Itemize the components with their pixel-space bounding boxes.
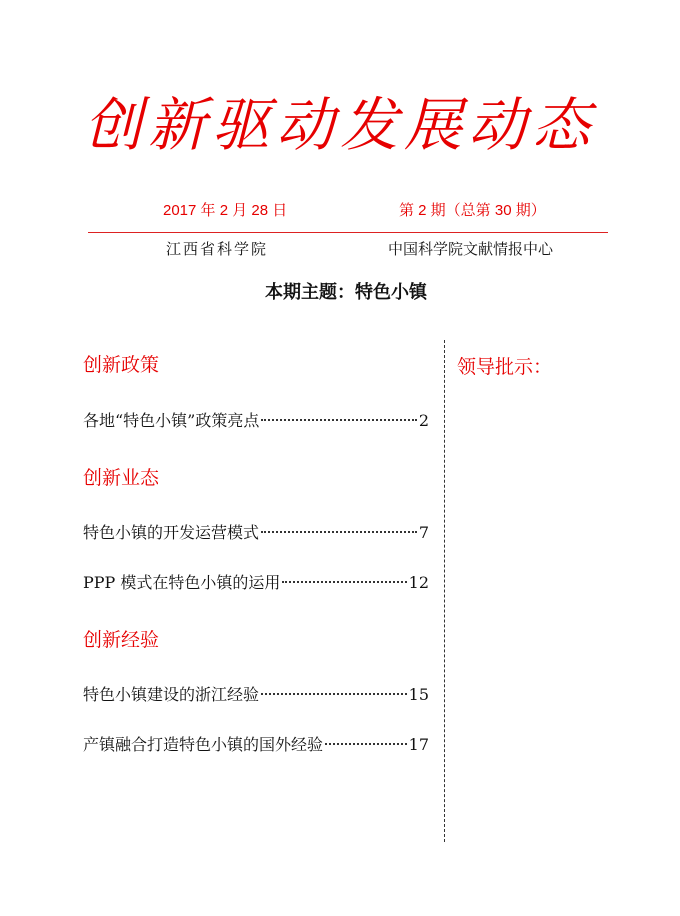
toc-leader-dots xyxy=(261,693,407,695)
toc-item[interactable] xyxy=(83,409,429,433)
toc-leader-dots xyxy=(282,581,406,583)
leader-instructions-label: 领导批示： xyxy=(457,356,553,378)
issue-theme: 本期主题：特色小镇 xyxy=(265,282,427,303)
toc-item-title: 产镇融合打造特色小镇的国外经验 xyxy=(83,735,324,754)
issue-number: 第 2 期（总第 30 期） xyxy=(399,202,546,219)
header-rule xyxy=(88,232,608,233)
issue-date: 2017 年 2 月 28 日 xyxy=(163,202,288,219)
toc-item[interactable] xyxy=(83,733,429,757)
toc-item[interactable] xyxy=(83,521,429,545)
toc-item-title: 特色小镇建设的浙江经验 xyxy=(83,685,260,704)
org-cas-library: 中国科学院文献情报中心 xyxy=(388,241,554,258)
toc-leader-dots xyxy=(261,531,417,533)
toc-item-page: 17 xyxy=(408,735,429,754)
column-divider xyxy=(444,340,445,842)
toc-item-page: 12 xyxy=(408,573,429,592)
toc-leader-dots xyxy=(261,419,416,421)
toc-item-page: 15 xyxy=(408,685,429,704)
org-jiangxi-academy: 江西省科学院 xyxy=(166,241,269,258)
section-heading-policy: 创新政策 xyxy=(83,354,160,376)
toc-item-title: 特色小镇的开发运营模式 xyxy=(83,523,260,542)
toc-item-page: 7 xyxy=(418,523,429,542)
toc-leader-dots xyxy=(325,743,407,745)
toc-item[interactable] xyxy=(83,571,429,595)
toc-item-title: PPP 模式在特色小镇的运用 xyxy=(83,573,281,592)
toc-item[interactable] xyxy=(83,683,429,707)
section-heading-experience: 创新经验 xyxy=(83,629,160,651)
masthead-title: 创新驱动发展动态 xyxy=(83,91,596,159)
toc-item-page: 2 xyxy=(418,411,429,430)
section-heading-business: 创新业态 xyxy=(83,467,160,489)
toc-item-title: 各地“特色小镇”政策亮点 xyxy=(83,411,260,430)
